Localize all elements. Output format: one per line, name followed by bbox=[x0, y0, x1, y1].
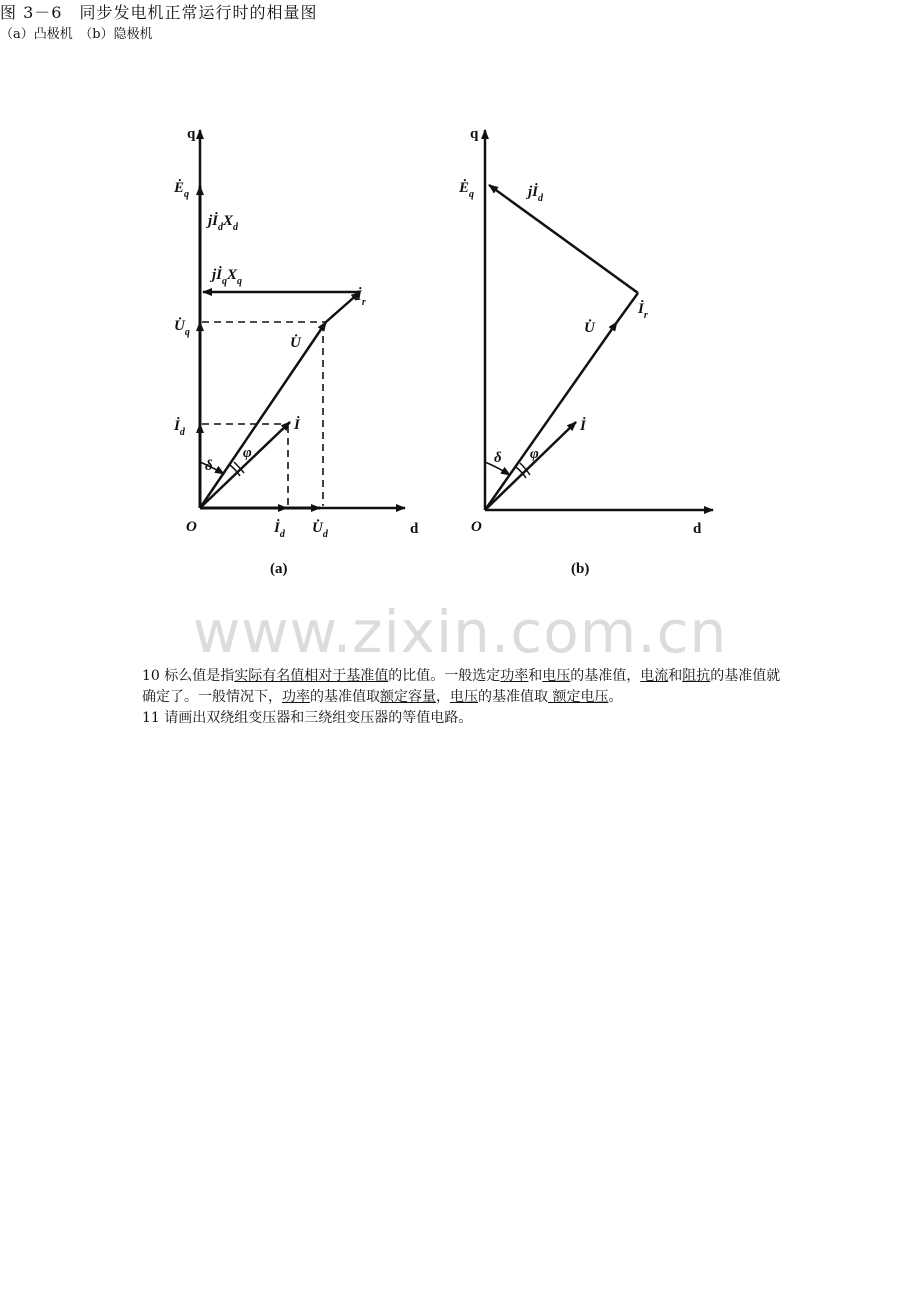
b-U-line bbox=[617, 293, 638, 322]
p10-answer: 额定电压 bbox=[548, 689, 609, 705]
a-panel-label: (a) bbox=[270, 561, 288, 577]
p10-answer: 电压 bbox=[542, 668, 571, 684]
p10-text: 标么值是指 bbox=[159, 668, 235, 684]
b-Ir-label: $İ_r$ bbox=[638, 301, 648, 321]
a-I-vector bbox=[200, 422, 290, 508]
paragraph-10 bbox=[142, 666, 788, 708]
a-delta-label: δ bbox=[205, 458, 213, 474]
a-Idd-label: $İ_d$ bbox=[274, 520, 285, 540]
b-delta-label: δ bbox=[494, 450, 502, 466]
p10-answer: 电压 bbox=[450, 689, 478, 705]
p10-text: 的基准值取 bbox=[310, 689, 380, 705]
p10-text: 和 bbox=[528, 668, 543, 684]
a-Eq-label: $Ė_q$ bbox=[174, 180, 190, 200]
b-origin-label: O bbox=[471, 519, 482, 535]
a-U-vector bbox=[200, 322, 326, 508]
a-Ir-label: $İ_r$ bbox=[356, 288, 366, 308]
b-jId-vector bbox=[489, 185, 638, 293]
p10-text: 的基准值取 bbox=[478, 689, 548, 705]
paragraph-11 bbox=[142, 708, 788, 729]
panel-a bbox=[173, 126, 419, 577]
p11-number: 11 bbox=[142, 710, 160, 726]
a-Idq-label: $İ_d$ bbox=[174, 418, 185, 438]
phasor-figure bbox=[0, 0, 920, 600]
p10-text: 的比值。一般选定 bbox=[388, 668, 501, 684]
b-U-label: U̇ bbox=[584, 320, 595, 336]
p10-answer: 功率 bbox=[500, 668, 529, 684]
a-I-label: İ bbox=[294, 417, 300, 433]
a-d-axis-label: d bbox=[410, 521, 419, 537]
figure-caption-subtitle: （a）凸极机 （b）隐极机 bbox=[0, 27, 153, 42]
a-Ud-label: $U̇_d$ bbox=[312, 520, 328, 540]
b-jId-label: $jİ_d$ bbox=[528, 184, 544, 204]
watermark: www.zixin.com.cn bbox=[192, 598, 728, 666]
phasor-diagram-svg bbox=[0, 0, 920, 600]
body-text bbox=[142, 666, 788, 729]
a-origin-label: O bbox=[186, 519, 197, 535]
b-U-vector bbox=[485, 322, 617, 510]
figure-caption-title: 图 3－6 同步发电机正常运行时的相量图 bbox=[0, 3, 318, 22]
a-U-label: U̇ bbox=[290, 335, 301, 351]
b-phi-label: φ bbox=[530, 446, 539, 462]
b-d-axis-label: d bbox=[693, 521, 702, 537]
p10-answer: 额定容量 bbox=[380, 689, 436, 705]
p10-answer: 功率 bbox=[282, 689, 310, 705]
p10-text: 的基准值， bbox=[570, 668, 641, 684]
a-q-axis-label: q bbox=[187, 126, 196, 142]
a-jIdXd-label: $jİ_dX_d$ bbox=[208, 213, 239, 233]
b-I-label: İ bbox=[580, 418, 586, 434]
b-q-axis-label: q bbox=[470, 126, 479, 142]
p10-answer: 阻抗 bbox=[682, 668, 711, 684]
b-panel-label: (b) bbox=[571, 561, 590, 577]
a-jIqXq-label: $jİ_qX_q$ bbox=[212, 267, 243, 287]
p10-number: 10 bbox=[142, 668, 160, 684]
a-Ir-vector bbox=[326, 292, 360, 322]
panel-b bbox=[458, 126, 713, 577]
p10-text: 的基准值就确定了。一般情况下， bbox=[142, 668, 781, 705]
p11-text: 请画出双绕组变压器和三绕组变压器的等值电路。 bbox=[159, 710, 473, 726]
a-phi-label: φ bbox=[243, 445, 252, 461]
b-I-vector bbox=[485, 422, 576, 510]
p10-text: 和 bbox=[668, 668, 683, 684]
p10-answer: 电流 bbox=[640, 668, 669, 684]
p10-text: 。 bbox=[608, 689, 623, 705]
b-Eq-label: $Ė_q$ bbox=[459, 180, 475, 200]
a-Uq-label: $U̇_q$ bbox=[174, 318, 190, 338]
p10-answer: 实际有名值相对于基准值 bbox=[234, 668, 389, 684]
p10-text: ， bbox=[436, 689, 450, 705]
